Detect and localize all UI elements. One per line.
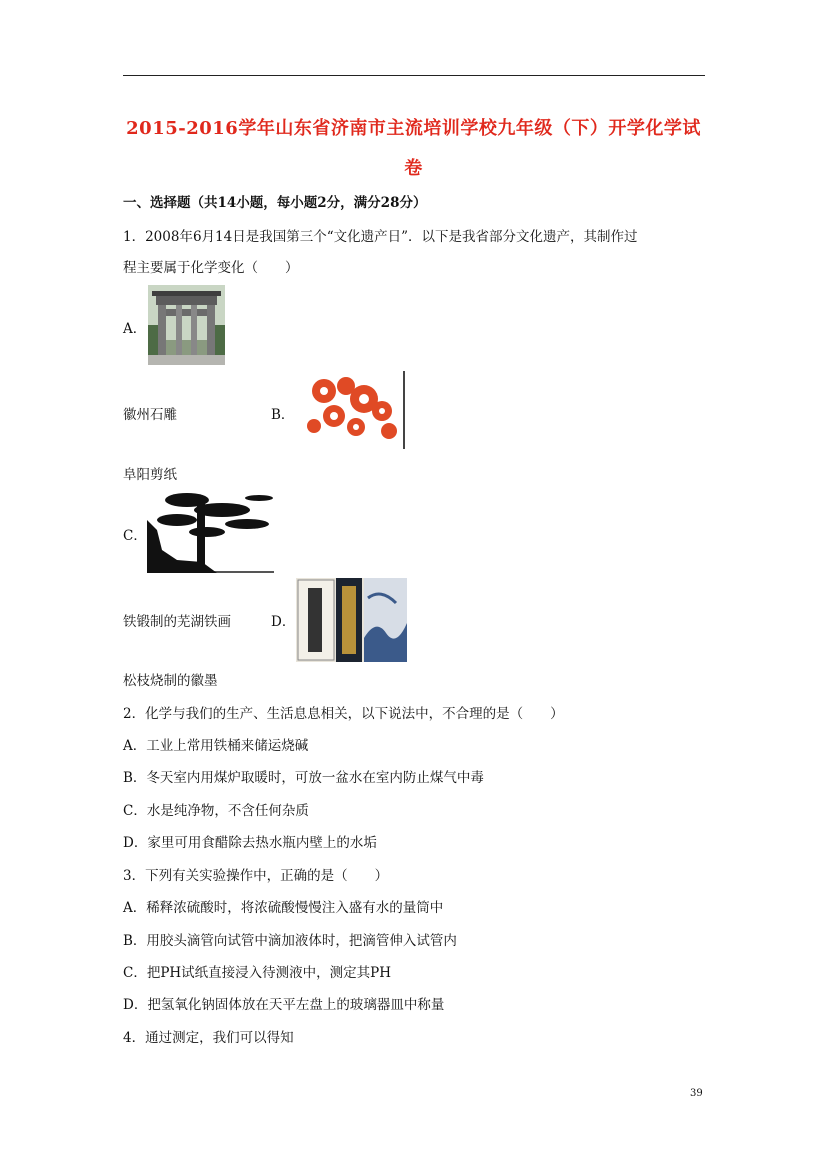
option-a-label: A． (123, 321, 147, 337)
page-title: 2015-2016学年山东省济南市主流培训学校九年级（下）开学化学试 (126, 118, 701, 139)
question-1-stem: 1．2008年6月14日是我国第三个“文化遗产日”．以下是我省部分文化遗产，其制作过 (123, 229, 638, 245)
section-heading: 一、选择题（共14小题，每小题2分，满分28分） (123, 195, 427, 211)
option-a-caption: 徽州石雕 (123, 407, 177, 423)
ink-stick-image (296, 578, 407, 662)
question-3-option-c: C．把PH试纸直接浸入待测液中，测定其PH (123, 965, 392, 981)
question-3-stem: 3．下列有关实验操作中，正确的是（ ） (123, 868, 389, 884)
option-d-label: D． (271, 614, 296, 630)
question-2-option-b: B．冬天室内用煤炉取暖时，可放一盆水在室内防止煤气中毒 (123, 770, 484, 786)
option-c-caption: 铁锻制的芜湖铁画 (123, 614, 231, 630)
question-3-option-a: A．稀释浓硫酸时，将浓硫酸慢慢注入盛有水的量筒中 (123, 900, 444, 916)
question-2-option-a: A．工业上常用铁桶来储运烧碱 (123, 738, 309, 754)
question-2-stem: 2．化学与我们的生产、生活息息相关，以下说法中，不合理的是（ ） (123, 706, 564, 722)
header-rule (123, 75, 705, 76)
option-c-label: C． (123, 528, 147, 544)
paper-cut-image (294, 371, 406, 449)
question-1-stem-continued: 程主要属于化学变化（ ） (123, 260, 299, 276)
option-b-caption: 阜阳剪纸 (123, 467, 177, 483)
page-title-continued: 卷 (404, 158, 423, 179)
question-2-option-c: C．水是纯净物，不含任何杂质 (123, 803, 309, 819)
question-3-option-d: D．把氢氧化钠固体放在天平左盘上的玻璃器皿中称量 (123, 997, 445, 1013)
option-d-caption: 松枝烧制的徽墨 (123, 673, 218, 689)
page-number: 39 (690, 1088, 703, 1099)
question-4-stem: 4．通过测定，我们可以得知 (123, 1030, 294, 1046)
option-b-label: B． (271, 407, 295, 423)
iron-painting-image (147, 490, 274, 573)
question-2-option-d: D．家里可用食醋除去热水瓶内壁上的水垢 (123, 835, 377, 851)
question-3-option-b: B．用胶头滴管向试管中滴加液体时，把滴管伸入试管内 (123, 933, 457, 949)
stone-carving-image (148, 285, 225, 365)
